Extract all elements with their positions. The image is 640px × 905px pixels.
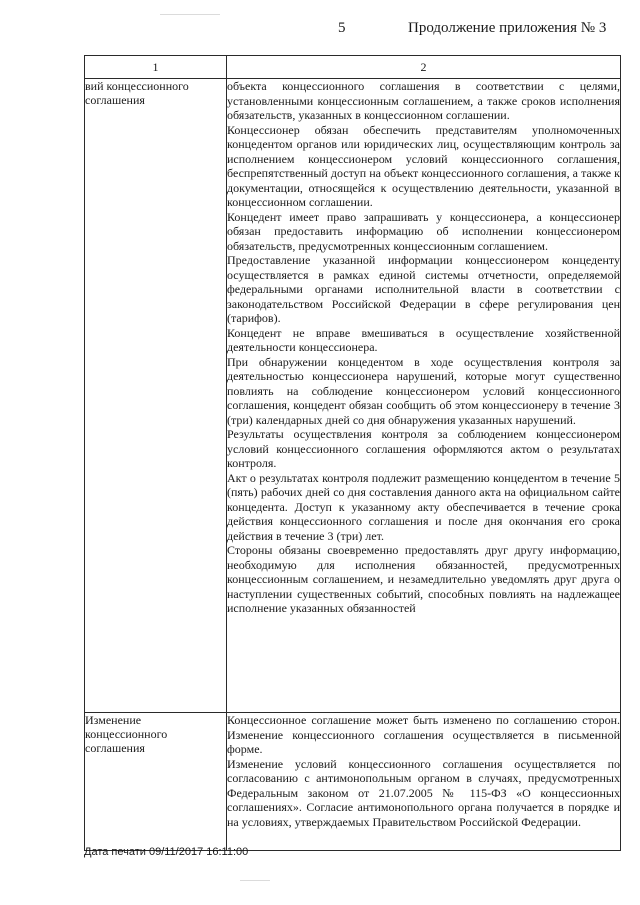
page-number: 5	[338, 20, 346, 36]
paragraph: объекта концессионного соглашения в соответствии с целями, установленными концессионным соглашением, а также сроков исполнения обязательств, указанных в концессионном соглашении.	[227, 79, 620, 122]
row-label: Изменение концессионного соглашения	[85, 713, 227, 851]
print-date: Дата печати 09/11/2017 16:11:00	[84, 846, 249, 858]
paragraph: Стороны обязаны своевременно предоставлять друг другу информацию, необходимую для исполнения обязанностей, предусмотренных концессионным соглашением, и незамедлительно уведомлять друг друга о наступлении существенных событий, способных повлиять на надлежащее исполнение указанных обязанностей	[227, 543, 620, 615]
paragraph: Результаты осуществления контроля за соблюдением концессионером условий концессионного соглашения оформляются актом о результатах контроля.	[227, 427, 620, 470]
column-number-2: 2	[227, 56, 621, 79]
appendix-continuation-title: Продолжение приложения № 3	[408, 20, 607, 36]
paragraph: Концедент имеет право запрашивать у концессионера, а концессионер обязан предоставить информацию об исполнении концессионером обязательств, предусмотренных концессионным соглашением.	[227, 209, 620, 253]
row-content	[227, 713, 621, 851]
row-label: вий концессионного соглашения	[85, 79, 227, 713]
scan-noise	[160, 14, 220, 15]
paragraph: Предоставление указанной информации концессионером концеденту осуществляется в рамках единой системы отчетности, определяемой федеральными органами исполнительной власти в соответствии с законодательством Российской Федерации в сфере регулирования цен (тарифов).	[227, 253, 620, 325]
table-row	[85, 713, 621, 851]
concession-terms-table	[84, 55, 621, 851]
table-header-row	[85, 56, 621, 79]
column-number-1: 1	[85, 56, 227, 79]
paragraph: Акт о результатах контроля подлежит размещению концедентом в течение 5 (пять) рабочих дней со дня составления данного акта на официальном сайте концедента. Доступ к указанному акту обеспечивается в течение срока действия концессионного соглашения и после дня окончания его срока действия в течение 3 (три) лет.	[227, 470, 620, 543]
row-content	[227, 79, 621, 713]
paragraph: При обнаружении концедентом в ходе осуществления контроля за деятельностью концессионера нарушений, которые могут существенно повлиять на соблюдение концессионером условий концессионного соглашения, концедент обязан сообщить об этом концессионеру в течение 3 (три) календарных дней со дня обнаружения указанных нарушений.	[227, 354, 620, 427]
paragraph: Изменение условий концессионного соглашения осуществляется по согласованию с антимонопольным органом в случаях, предусмотренных Федеральным законом от 21.07.2005 № 115-ФЗ «О концессионных соглашениях». Согласие антимонопольного органа получается в порядке и на условиях, утверждаемых Правительством Российской Федерации.	[227, 756, 620, 829]
paragraph: Концессионер обязан обеспечить представителям уполномоченных концедентом органов или юридических лиц, осуществляющим контроль за исполнением концессионером условий концессионного соглашения, беспрепятственный доступ на объект концессионного соглашения, а также к документации, относящейся к осуществлению деятельности, указанной в концессионном соглашении.	[227, 122, 620, 209]
paragraph: Концедент не вправе вмешиваться в осуществление хозяйственной деятельности концессионера.	[227, 325, 620, 354]
scan-noise	[240, 880, 270, 881]
paragraph: Концессионное соглашение может быть изменено по соглашению сторон. Изменение концессионного соглашения осуществляется в письменной форме.	[227, 713, 620, 756]
table-row	[85, 79, 621, 713]
